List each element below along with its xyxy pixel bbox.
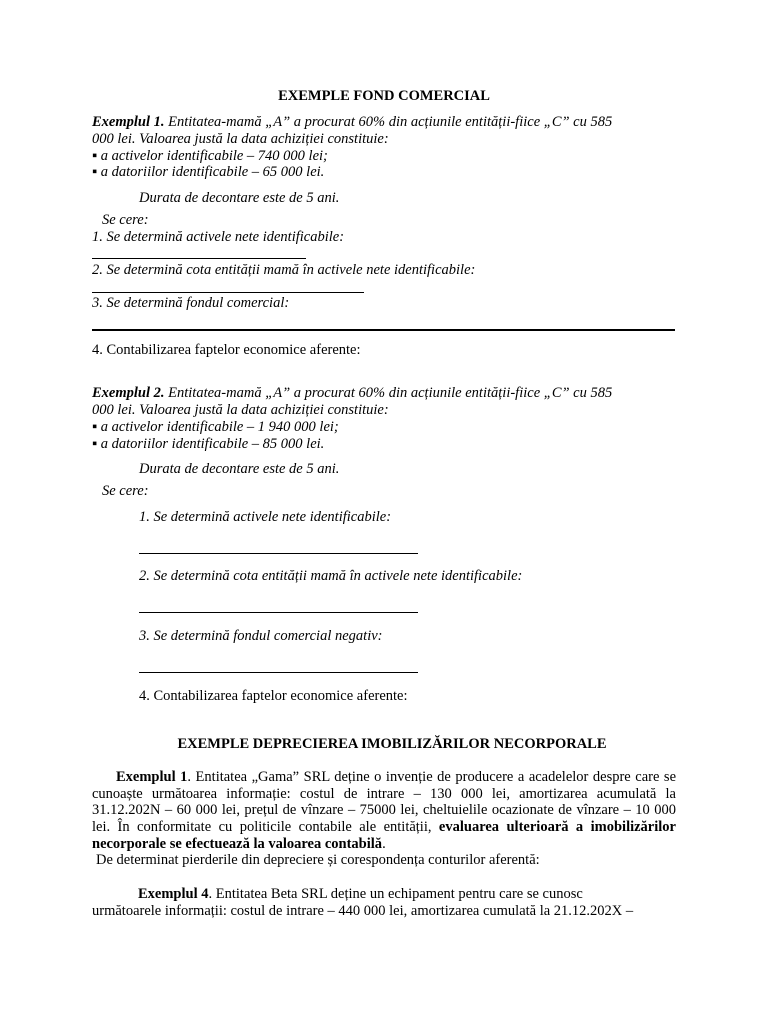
s2-ex4-line-2: următoarele informații: costul de intrare – 440 000 lei, amortizarea cumulată la 21.12.202X – xyxy=(92,903,634,919)
ex2-answer-line-3 xyxy=(139,672,418,673)
section-title-fond-comercial: EXEMPLE FOND COMERCIAL xyxy=(278,88,490,104)
ex2-question-4: 4. Contabilizarea faptelor economice aferente: xyxy=(139,688,408,704)
ex2-answer-line-2 xyxy=(139,612,418,613)
ex2-line-1: Exemplul 2. Entitatea-mamă „A” a procurat 60% din acțiunile entității-fiice „C” cu 585 xyxy=(92,385,613,401)
s2-ex1-label: Exemplul 1 xyxy=(116,769,188,785)
ex1-line-4: ▪ a datoriilor identificabile – 65 000 lei. xyxy=(92,164,325,180)
ex2-se-cere: Se cere: xyxy=(102,483,149,499)
ex2-line-2: 000 lei. Valoarea justă la data achiziției constituie: xyxy=(92,402,389,418)
ex2-question-1: 1. Se determină activele nete identificabile: xyxy=(139,509,392,525)
ex1-question-2: 2. Se determină cota entității mamă în activele nete identificabile: xyxy=(92,262,476,278)
ex1-line-2: 000 lei. Valoarea justă la data achiziției constituie: xyxy=(92,131,389,147)
ex1-question-1: 1. Se determină activele nete identificabile: xyxy=(92,229,345,245)
ex1-answer-line-2 xyxy=(92,292,364,293)
section-title-depreciere: EXEMPLE DEPRECIEREA IMOBILIZĂRILOR NECORPORALE xyxy=(177,736,607,752)
ex2-answer-line-1 xyxy=(139,553,418,554)
ex1-duration: Durata de decontare este de 5 ani. xyxy=(139,190,340,206)
ex1-answer-line-1 xyxy=(92,258,306,259)
ex1-question-4: 4. Contabilizarea faptelor economice aferente: xyxy=(92,342,361,358)
ex1-line-1: Exemplul 1. Entitatea-mamă „A” a procurat 60% din acțiunile entității-fiice „C” cu 585 xyxy=(92,114,613,130)
ex2-question-2: 2. Se determină cota entității mamă în activele nete identificabile: xyxy=(139,568,523,584)
ex1-answer-line-3 xyxy=(92,329,675,331)
s2-ex4-line-1: Exemplul 4. Entitatea Beta SRL deține un echipament pentru care se cunosc xyxy=(138,886,583,902)
s2-ex1-last-line: De determinat pierderile din depreciere și corespondența conturilor aferentă: xyxy=(96,852,540,868)
ex2-duration: Durata de decontare este de 5 ani. xyxy=(139,461,340,477)
ex1-label: Exemplul 1. xyxy=(92,114,165,130)
ex2-question-3: 3. Se determină fondul comercial negativ: xyxy=(139,628,383,644)
ex1-question-3: 3. Se determină fondul comercial: xyxy=(92,295,290,311)
s2-ex1-paragraph: Exemplul 1. Entitatea „Gama” SRL deține o invenție de producere a acadelelor despre care se cunoaște următoarea informație: costul de intrare – 130 000 lei, amortizarea acumulată la 31.12.202N – 60 000 lei, prețul de vînzare – 75000 lei, cheltuielile ocazionate de vînzare – 10 000 lei. În conformitate cu politicile contabile ale entității, evaluarea ulterioară a imobilizărilor necorporale se efectuează la valoarea contabilă. xyxy=(92,769,677,852)
ex2-label: Exemplul 2. xyxy=(92,385,165,401)
ex2-line-3: ▪ a activelor identificabile – 1 940 000 lei; xyxy=(92,419,339,435)
ex2-line-4: ▪ a datoriilor identificabile – 85 000 lei. xyxy=(92,436,325,452)
ex1-se-cere: Se cere: xyxy=(102,212,149,228)
ex1-line-3: ▪ a activelor identificabile – 740 000 lei; xyxy=(92,148,328,164)
s2-ex4-label: Exemplul 4 xyxy=(138,886,209,902)
